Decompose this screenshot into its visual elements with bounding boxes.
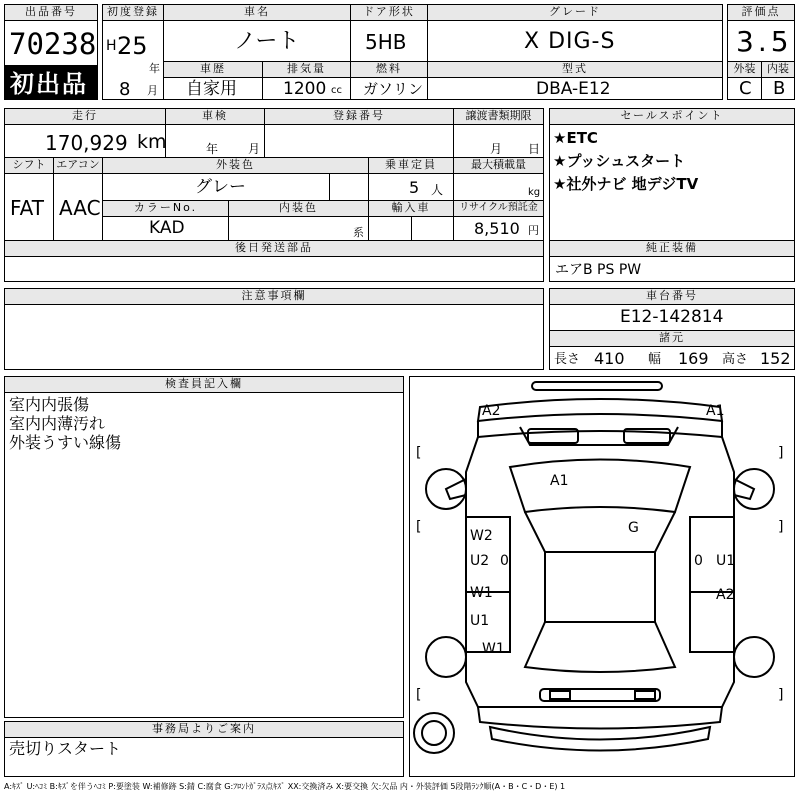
notes-box	[4, 304, 544, 370]
exterior-color-extra	[329, 173, 369, 201]
history: 自家用	[186, 79, 237, 99]
max-load-box	[453, 173, 544, 201]
max-load-label: 最大積載量	[453, 157, 544, 174]
transfer-deadline-box	[453, 124, 544, 158]
first-registration-box	[102, 20, 164, 100]
capacity-label: 乗車定員	[368, 157, 454, 174]
width: 169	[678, 349, 709, 368]
fuel-box	[350, 77, 428, 100]
inspector-label: 検査員記入欄	[4, 376, 404, 393]
car-name-label: 車名	[163, 4, 351, 21]
interior-grade-box	[761, 77, 795, 100]
ac-label: エアコン	[53, 157, 103, 174]
door-label: ドア形状	[350, 4, 428, 21]
length-label: 長さ	[554, 352, 581, 367]
displacement-unit: cc	[331, 85, 342, 96]
office-label: 事務局よりご案内	[4, 721, 404, 738]
score-label: 評価点	[727, 4, 795, 21]
inspection-box	[165, 124, 265, 158]
transfer-deadline-label: 譲渡書類期限	[453, 108, 544, 125]
fuel-label: 燃料	[350, 61, 428, 78]
exterior-grade-box	[727, 77, 762, 100]
car-name: ノート	[234, 29, 300, 54]
mileage-unit: km	[137, 131, 167, 153]
door-box	[350, 20, 428, 62]
displacement-label: 排気量	[262, 61, 351, 78]
damage-mark: U1	[716, 553, 736, 569]
air-conditioner: AAC	[59, 196, 101, 220]
width-label: 幅	[648, 352, 662, 367]
chassis-number-box	[549, 304, 795, 331]
bracket-mark: ]	[778, 519, 784, 535]
car-diagram	[409, 376, 795, 777]
lot-number: 70238	[9, 27, 97, 61]
model-label: 型式	[427, 61, 723, 78]
equipment-label: 純正装備	[549, 240, 795, 257]
car-name-box	[163, 20, 351, 62]
damage-mark: A2	[716, 587, 735, 603]
damage-mark: A2	[482, 403, 501, 419]
exterior-grade: C	[739, 78, 752, 99]
color-number-box	[102, 216, 229, 241]
displacement: 1200	[283, 79, 327, 99]
import-divider	[411, 216, 412, 241]
damage-mark: W1	[470, 585, 493, 601]
shift-label: シフト	[4, 157, 54, 174]
registration-year: 25	[117, 32, 148, 60]
office-notice: 売切りスタート	[9, 739, 122, 758]
inspection-month-unit: 月	[248, 142, 261, 156]
inspector-note: 室内内薄汚れ	[9, 414, 106, 433]
lot-number-label: 出品番号	[4, 4, 98, 21]
interior-color-label: 内装色	[228, 200, 369, 217]
sales-point-item: ★社外ナビ 地デジTV	[553, 175, 699, 193]
first-registration-label: 初度登録	[102, 4, 164, 21]
damage-mark: U1	[470, 613, 490, 629]
shift: FAT	[10, 196, 45, 220]
import-label: 輸入車	[368, 200, 454, 217]
car-outline	[410, 377, 794, 776]
inspector-note: 室内内張傷	[9, 395, 90, 414]
sales-point-item: ★ETC	[553, 129, 598, 147]
year-unit: 年	[149, 62, 160, 75]
length: 410	[594, 349, 625, 368]
height: 152	[760, 349, 791, 368]
sales-points-box	[549, 124, 795, 241]
capacity: 5	[409, 178, 420, 197]
capacity-unit: 人	[431, 183, 444, 197]
era: H	[106, 38, 117, 54]
mileage-label: 走行	[4, 108, 166, 125]
damage-mark: W2	[470, 528, 493, 544]
later-parts-box	[4, 256, 544, 282]
recycle-fee-box	[453, 216, 544, 241]
grade-box	[427, 20, 723, 62]
registration-number-box	[264, 124, 454, 158]
chassis-number-label: 車台番号	[549, 288, 795, 305]
color-number: KAD	[149, 218, 185, 238]
equipment-box	[549, 256, 795, 282]
bracket-mark: [	[416, 445, 422, 461]
month-unit: 月	[147, 84, 158, 97]
grade: X DIG-S	[524, 29, 616, 54]
bracket-mark: [	[416, 519, 422, 535]
history-box	[163, 77, 263, 100]
zero-mark: 0	[500, 553, 509, 569]
zero-mark: 0	[694, 553, 703, 569]
max-load-unit: kg	[528, 187, 541, 198]
dimensions-box	[549, 346, 795, 370]
height-label: 高さ	[722, 352, 749, 367]
inspection-year-unit: 年	[206, 142, 219, 156]
recycle-fee-unit: 円	[528, 224, 539, 237]
interior-color-unit: 系	[353, 226, 364, 239]
transfer-day-unit: 日	[528, 142, 541, 156]
inspector-note: 外装うすい線傷	[9, 433, 122, 452]
exterior-color-box	[102, 173, 330, 201]
transfer-month-unit: 月	[490, 142, 503, 156]
displacement-box	[262, 77, 351, 100]
first-sale-badge: 初出品	[4, 66, 98, 100]
recycle-fee-label: リサイクル預託金	[453, 200, 544, 217]
registration-number-label: 登録番号	[264, 108, 454, 125]
damage-mark: U2	[470, 553, 490, 569]
history-label: 車歴	[163, 61, 263, 78]
model-code: DBA-E12	[536, 79, 611, 99]
legend: A:ｷｽﾞ U:ﾍｺﾐ B:ｷｽﾞを伴うﾍｺﾐ P:要塗装 W:補修跡 S:錆 C:腐食 G:ﾌﾛﾝﾄｶﾞﾗｽ点ｷｽﾞ XX:交換済み X:要交換 欠:欠品 内・外装評価 5段階ﾗﾝｸ順(A・B・C・D・E) 1	[4, 782, 566, 791]
equipment: エアB PS PW	[555, 262, 642, 278]
interior-color-box	[228, 216, 369, 241]
damage-mark: A1	[550, 473, 569, 489]
lot-number-box	[4, 20, 98, 66]
registration-month: 8	[119, 79, 131, 100]
inspector-box	[4, 392, 404, 718]
exterior-color-label: 外装色	[102, 157, 369, 174]
office-box	[4, 737, 404, 777]
bracket-mark: [	[416, 687, 422, 703]
interior-grade: B	[773, 78, 786, 99]
later-parts-label: 後日発送部品	[4, 240, 544, 257]
door-type: 5HB	[365, 30, 407, 54]
dimensions-label: 諸元	[549, 330, 795, 347]
damage-mark: A1	[706, 403, 725, 419]
sales-points-label: セールスポイント	[549, 108, 795, 125]
mileage-box	[4, 124, 166, 158]
bracket-mark: ]	[778, 687, 784, 703]
interior-grade-label: 内装	[761, 61, 795, 78]
damage-mark: W1	[482, 641, 505, 657]
model-box	[427, 77, 723, 100]
shift-box	[4, 173, 54, 241]
notes-label: 注意事項欄	[4, 288, 544, 305]
bracket-mark: ]	[778, 445, 784, 461]
recycle-fee: 8,510	[474, 219, 520, 238]
ac-box	[53, 173, 103, 241]
mileage: 170,929	[45, 131, 128, 155]
grade-label: グレード	[427, 4, 723, 21]
capacity-box	[368, 173, 454, 201]
chassis-number: E12-142814	[620, 307, 724, 327]
score: 3.5	[736, 25, 793, 58]
inspection-label: 車検	[165, 108, 265, 125]
color-number-label: カラーNo.	[102, 200, 229, 217]
exterior-grade-label: 外装	[727, 61, 762, 78]
score-box	[727, 20, 795, 62]
fuel: ガソリン	[363, 80, 424, 98]
exterior-color: グレー	[195, 177, 246, 197]
sales-point-item: ★プッシュスタート	[553, 152, 686, 170]
damage-mark: G	[628, 520, 639, 536]
